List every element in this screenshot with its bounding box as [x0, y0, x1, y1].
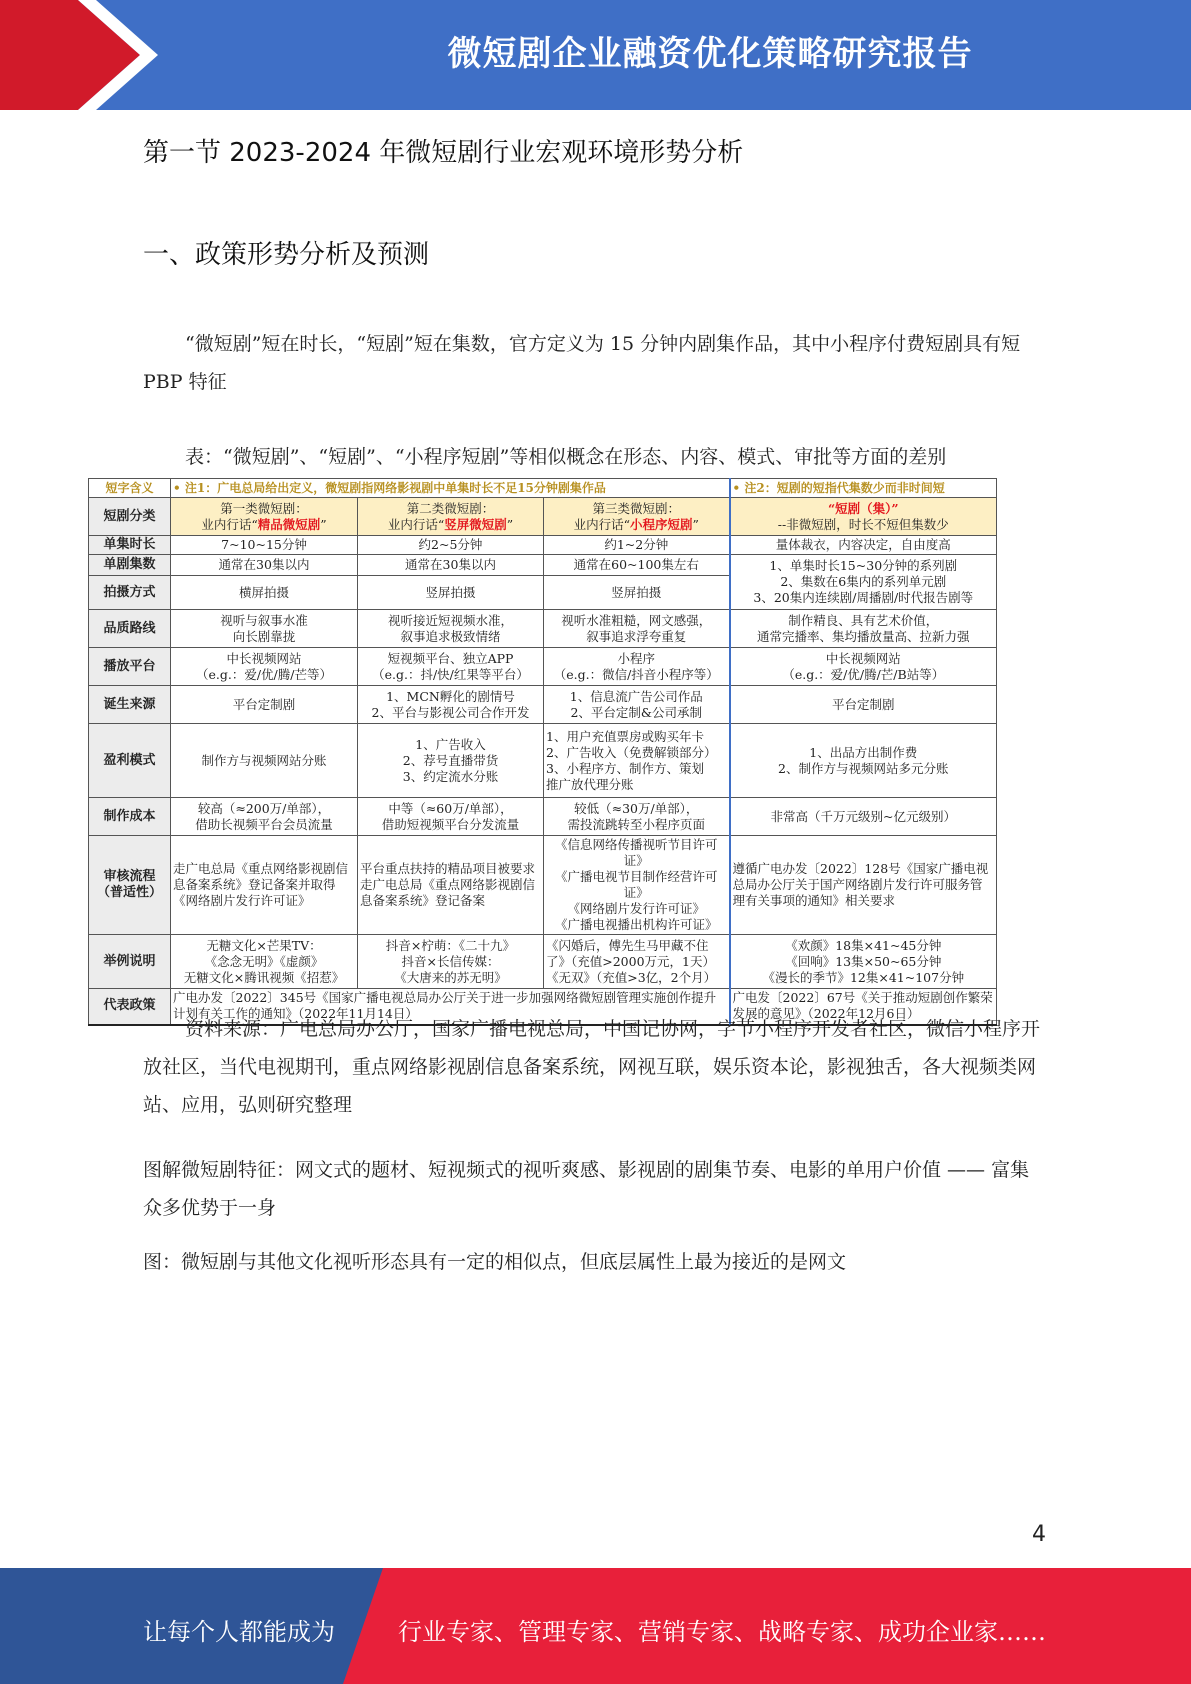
- table-row: [89, 798, 997, 836]
- table-cell: 《信息网络传播视听节目许可证》 《广播电视节目制作经营许可证》 《网络剧片发行许可证》 《广播电视播出机构许可证》: [544, 836, 730, 935]
- table-row: [89, 555, 997, 576]
- table-row: [89, 610, 997, 648]
- table-cell: 较低（≈30万/单部）， 需投流跳转至小程序页面: [544, 798, 730, 836]
- table-cell: 非常高（千万元级别~亿元级别）: [730, 798, 997, 836]
- sub-title: 一、政策形势分析及预测: [143, 240, 430, 270]
- row-header: 播放平台: [89, 648, 171, 686]
- intro-paragraph: “微短剧”短在时长，“短剧”短在集数，官方定义为 15 分钟内剧集作品，其中小程序付费短剧具有短 PBP 特征: [143, 333, 1021, 393]
- table-caption: 表：“微短剧”、“短剧”、“小程序短剧”等相似概念在形态、内容、模式、审批等方面的差别: [185, 446, 947, 468]
- note-1: • 注1：广电总局给出定义，微短剧指网络影视剧中单集时长不足15分钟剧集作品: [171, 479, 730, 498]
- table-cell: 平台定制剧: [171, 686, 358, 724]
- table-cell: 约2~5分钟: [358, 536, 544, 555]
- table-cell: 通常在30集以内: [358, 555, 544, 576]
- table-row: [89, 686, 997, 724]
- table-cell: 1、广告收入 2、荐号直播带货 3、约定流水分账: [358, 724, 544, 798]
- figure-caption: 图：微短剧与其他文化视听形态具有一定的相似点，但底层属性上最为接近的是网文: [143, 1251, 847, 1273]
- table-row: [89, 836, 997, 935]
- category-3: 第三类微短剧： 业内行话“小程序短剧”: [544, 498, 730, 536]
- table-row: [89, 498, 997, 536]
- table-cell: 竖屏拍摄: [544, 576, 730, 610]
- table-cell: 中等（≈60万/单部）， 借助短视频平台分发流量: [358, 798, 544, 836]
- category-4: “短剧（集）” --非微短剧，时长不短但集数少: [730, 498, 997, 536]
- row-header: 短字含义: [89, 479, 171, 498]
- comparison-table: [88, 478, 997, 1026]
- table-cell: 遵循广电办发〔2022〕128号《国家广播电视总局办公厅关于国产网络剧片发行许可服务管理有关事项的通知》相关要求: [730, 836, 997, 935]
- category-1: 第一类微短剧： 业内行话“精品微短剧”: [171, 498, 358, 536]
- page-header: [0, 0, 1191, 110]
- source-paragraph: 资料来源：广电总局办公厅，国家广播电视总局，中国记协网，字节小程序开发者社区，微信小程序开放社区，当代电视期刊，重点网络影视剧信息备案系统，网视互联，娱乐资本论，影视独舌，各大视频类网站、应用，弘则研究整理: [143, 1018, 1041, 1116]
- row-header: 代表政策: [89, 989, 171, 1025]
- row-header: 单剧集数: [89, 555, 171, 576]
- table-cell: 无糖文化×芒果TV： 《念念无明》《虚颜》 无糖文化×腾讯视频《招惹》: [171, 935, 358, 989]
- table-cell: 1、单集时长15~30分钟的系列剧 2、集数在6集内的系列单元剧 3、20集内连续剧/周播剧/时代报告剧等: [730, 555, 997, 610]
- table-cell: 广电办发〔2022〕345号《国家广播电视总局办公厅关于进一步加强网络微短剧管理实施创作提升计划有关工作的通知》（2022年11月14日）: [171, 989, 730, 1025]
- row-header: 审核流程 （普适性）: [89, 836, 171, 935]
- table-cell: 中长视频网站 （e.g.：爱/优/腾/芒等）: [171, 648, 358, 686]
- table-cell: 通常在60~100集左右: [544, 555, 730, 576]
- table-cell: 《闪婚后，傅先生马甲藏不住了》（充值>2000万元，1天） 《无双》（充值>3亿，2个月）: [544, 935, 730, 989]
- table-cell: 1、用户充值票房或购买年卡 2、广告收入（免费解锁部分） 3、小程序方、制作方、策划 推广放代理分账: [544, 724, 730, 798]
- table-row: [89, 935, 997, 989]
- table-cell: 短视频平台、独立APP （e.g.：抖/快/红果等平台）: [358, 648, 544, 686]
- footer-slogan-left: 让每个人都能成为: [143, 1618, 335, 1646]
- table-cell: 约1~2分钟: [544, 536, 730, 555]
- table-cell: 1、信息流广告公司作品 2、平台定制&公司承制: [544, 686, 730, 724]
- row-header: 盈利模式: [89, 724, 171, 798]
- page-number: 4: [1032, 1522, 1046, 1547]
- table-cell: 《欢颜》18集×41~45分钟 《回响》13集×50~65分钟 《漫长的季节》12集×41~107分钟: [730, 935, 997, 989]
- table-cell: 平台定制剧: [730, 686, 997, 724]
- footer-slogan-right: 行业专家、管理专家、营销专家、战略专家、成功企业家……: [398, 1618, 1046, 1646]
- table-cell: 中长视频网站 （e.g.：爱/优/腾/芒/B站等）: [730, 648, 997, 686]
- table-row: [89, 479, 997, 498]
- report-title: 微短剧企业融资优化策略研究报告: [447, 34, 973, 74]
- category-2: 第二类微短剧： 业内行话“竖屏微短剧”: [358, 498, 544, 536]
- table-cell: 视听接近短视频水准， 叙事追求极致情绪: [358, 610, 544, 648]
- table-cell: 较高（≈200万/单部）， 借助长视频平台会员流量: [171, 798, 358, 836]
- table-cell: 1、MCN孵化的剧情号 2、平台与影视公司合作开发: [358, 686, 544, 724]
- table-cell: 视听与叙事水准 向长剧靠拢: [171, 610, 358, 648]
- table-cell: 视听水准粗糙，网文感强， 叙事追求浮夸重复: [544, 610, 730, 648]
- table-cell: 竖屏拍摄: [358, 576, 544, 610]
- row-header: 拍摄方式: [89, 576, 171, 610]
- table-cell: 广电发〔2022〕67号《关于推动短剧创作繁荣发展的意见》（2022年12月6日）: [730, 989, 997, 1025]
- section-title: 第一节 2023-2024 年微短剧行业宏观环境形势分析: [143, 138, 744, 168]
- row-header: 品质路线: [89, 610, 171, 648]
- table-row: [89, 724, 997, 798]
- row-header: 举例说明: [89, 935, 171, 989]
- page-footer: [0, 1568, 1191, 1684]
- table-cell: 走广电总局《重点网络影视剧信息备案系统》登记备案并取得《网络剧片发行许可证》: [171, 836, 358, 935]
- table-cell: 量体裁衣，内容决定，自由度高: [730, 536, 997, 555]
- feature-paragraph: 图解微短剧特征：网文式的题材、短视频式的视听爽感、影视剧的剧集节奏、电影的单用户价值 —— 富集众多优势于一身: [143, 1159, 1030, 1219]
- table-cell: 制作精良、具有艺术价值， 通常完播率、集均播放量高、拉新力强: [730, 610, 997, 648]
- row-header: 单集时长: [89, 536, 171, 555]
- table-cell: 1、出品方出制作费 2、制作方与视频网站多元分账: [730, 724, 997, 798]
- table-cell: 横屏拍摄: [171, 576, 358, 610]
- table-cell: 7~10~15分钟: [171, 536, 358, 555]
- table-cell: 平台重点扶持的精品项目被要求走广电总局《重点网络影视剧信息备案系统》登记备案: [358, 836, 544, 935]
- row-header: 诞生来源: [89, 686, 171, 724]
- table-cell: 小程序 （e.g.：微信/抖音小程序等）: [544, 648, 730, 686]
- table-cell: 通常在30集以内: [171, 555, 358, 576]
- row-header: 制作成本: [89, 798, 171, 836]
- row-header: 短剧分类: [89, 498, 171, 536]
- table-cell: 抖音×柠萌：《二十九》 抖音×长信传媒： 《大唐来的苏无明》: [358, 935, 544, 989]
- note-2: • 注2：短剧的短指代集数少而非时间短: [730, 479, 997, 498]
- table-row: [89, 536, 997, 555]
- table-cell: 制作方与视频网站分账: [171, 724, 358, 798]
- table-row: [89, 648, 997, 686]
